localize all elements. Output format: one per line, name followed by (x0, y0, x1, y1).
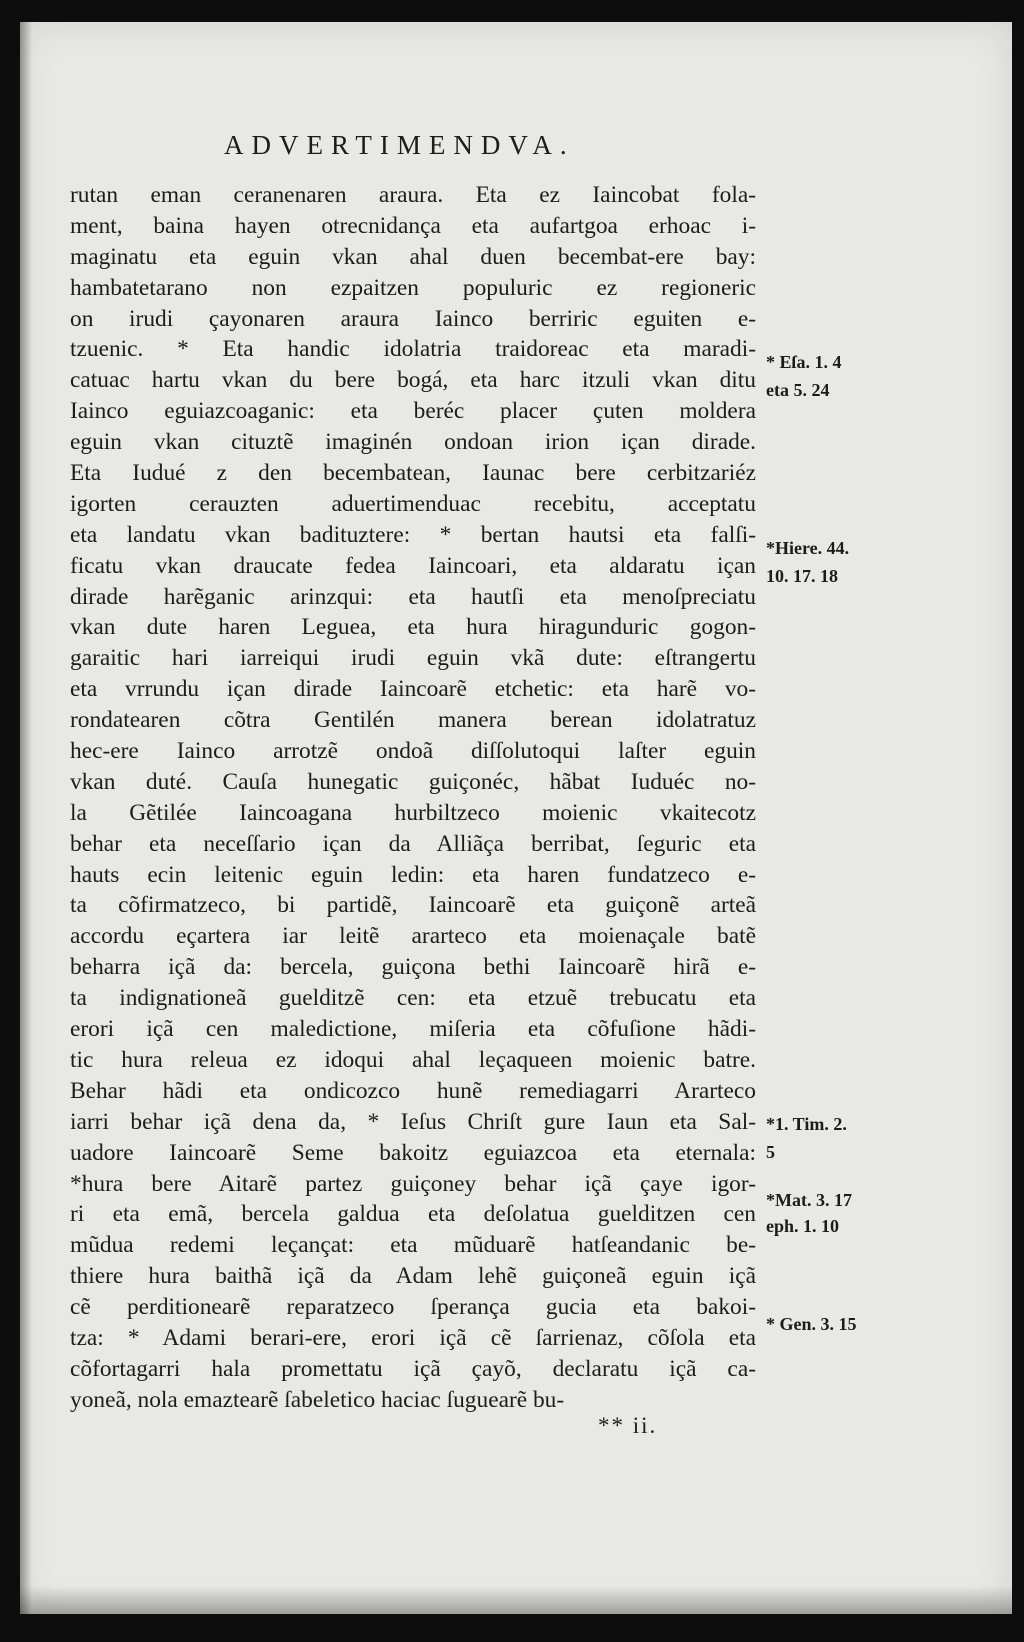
text-line: erori içã cen maledictione, miſeria eta cõfuſione hãdi- (70, 1016, 756, 1043)
text-line: dirade harẽganic arinzqui: eta hautſi eta menoſpreciatu (70, 583, 756, 610)
margin-note: *Mat. 3. 17 (766, 1190, 852, 1210)
text-line: yoneã, nola emaztearẽ ſabeletico haciac ſuguearẽ bu- (70, 1386, 565, 1413)
book-page (20, 22, 1012, 1614)
text-line: maginatu eta eguin vkan ahal duen becembat-ere bay: (70, 243, 756, 270)
text-line: behar eta neceſſario içan da Alliãça berribat, ſeguric eta (70, 830, 756, 857)
text-line: eta landatu vkan badituztere: * bertan hautsi eta falſi- (70, 521, 756, 548)
text-line: hec-ere Iainco arrotzẽ ondoã diſſolutoqui laſter eguin (70, 738, 756, 765)
text-line: garaitic hari iarreiqui irudi eguin vkã dute: eſtrangertu (70, 645, 756, 672)
margin-note: eta 5. 24 (766, 380, 830, 400)
text-line: thiere hura baithã içã da Adam lehẽ guiçoneã eguin içã (70, 1263, 756, 1290)
text-line: rondatearen cõtra Gentilén manera berean idolatratuz (70, 707, 756, 734)
text-line: ment, baina hayen otrecnidança eta aufartgoa erhoac i- (70, 212, 756, 239)
text-line: vkan duté. Cauſa hunegatic guiçonéc, hãbat Iuduéc no- (70, 768, 756, 795)
text-line: igorten cerauzten aduertimenduac recebitu, acceptatu (70, 490, 756, 517)
body-text (70, 180, 756, 1416)
text-line: cẽ perditionearẽ reparatzeco ſperança gucia eta bakoi- (70, 1294, 756, 1321)
text-line: ficatu vkan draucate fedea Iaincoari, eta aldaratu içan (70, 552, 756, 579)
page-gutter-shadow (20, 22, 32, 1614)
text-line: beharra içã da: bercela, guiçona bethi Iaincoarẽ hirã e- (70, 954, 756, 981)
text-line: tza: * Adami berari-ere, erori içã cẽ ſarrienaz, cõſola eta (70, 1324, 756, 1351)
text-line: ta indignationeã guelditzẽ cen: eta etzuẽ trebucatu eta (70, 985, 756, 1012)
text-line: iarri behar içã dena da, * Ieſus Chriſt gure Iaun eta Sal- (70, 1108, 756, 1135)
running-heading: ADVERTIMENDVA. (224, 130, 575, 160)
text-line: *hura bere Aitarẽ partez guiçoney behar içã çaye igor- (70, 1170, 756, 1197)
page-bottom-shadow (20, 1586, 1012, 1614)
text-line: vkan dute haren Leguea, eta hura hiragunduric gogon- (70, 614, 756, 641)
text-line: mũdua redemi leçançat: eta mũduarẽ hatſeandanic be- (70, 1232, 756, 1259)
text-line: accordu eçartera iar leitẽ ararteco eta moienaçale batẽ (70, 923, 756, 950)
text-line: hambatetarano non ezpaitzen populuric ez regioneric (70, 274, 756, 301)
margin-note: * Gen. 3. 15 (766, 1314, 857, 1334)
margin-note: 5 (766, 1142, 775, 1162)
signature-mark: ** ii. (598, 1413, 658, 1438)
text-line: tzuenic. * Eta handic idolatria traidoreac eta maradi- (70, 336, 756, 363)
text-line: eguin vkan cituztẽ imaginén ondoan irion içan dirade. (70, 429, 756, 456)
margin-note: *1. Tim. 2. (766, 1114, 847, 1134)
text-line: rutan eman ceranenaren araura. Eta ez Iaincobat fola- (70, 182, 756, 208)
text-line: on irudi çayonaren araura Iainco berriric eguiten e- (70, 305, 756, 332)
margin-note: * Eſa. 1. 4 (766, 352, 842, 372)
text-line: cõfortagarri hala promettatu içã çayõ, declaratu içã ca- (70, 1355, 756, 1382)
margin-note: *Hiere. 44. (766, 538, 850, 558)
text-line: uadore Iaincoarẽ Seme bakoitz eguiazcoa eta eternala: (70, 1139, 756, 1166)
text-line: Iainco eguiazcoaganic: eta beréc placer çuten moldera (70, 398, 756, 425)
text-line: ri eta emã, bercela galdua eta deſolatua guelditzen cen (70, 1201, 756, 1228)
text-line: catuac hartu vkan du bere bogá, eta harc itzuli vkan ditu (70, 367, 756, 394)
text-line: hauts ecin leitenic eguin ledin: eta haren fundatzeco e- (70, 861, 756, 888)
text-line: eta vrrundu içan dirade Iaincoarẽ etchetic: eta harẽ vo- (70, 676, 756, 703)
text-line: la Gẽtilée Iaincoagana hurbiltzeco moienic vkaitecotz (70, 799, 756, 826)
margin-note: eph. 1. 10 (766, 1216, 840, 1236)
text-line: Behar hãdi eta ondicozco hunẽ remediagarri Ararteco (70, 1077, 756, 1104)
margin-note: 10. 17. 18 (766, 566, 838, 586)
text-line: tic hura releua ez idoqui ahal leçaqueen moienic batre. (70, 1046, 756, 1073)
text-line: Eta Iudué z den becembatean, Iaunac bere cerbitzariéz (70, 460, 756, 487)
text-line: ta cõfirmatzeco, bi partidẽ, Iaincoarẽ eta guiçonẽ arteã (70, 892, 756, 919)
